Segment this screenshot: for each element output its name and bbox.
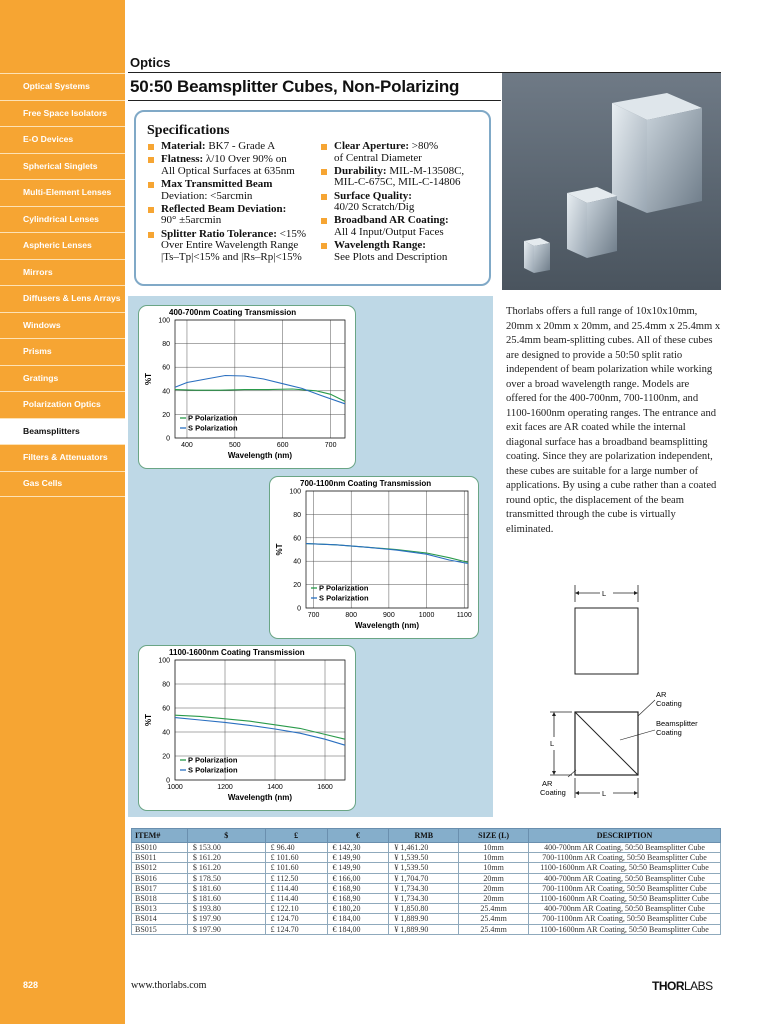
table-cell: € 184,00	[327, 914, 389, 924]
table-cell: 400-700nm AR Coating, 50:50 Beamsplitter Cube	[529, 904, 721, 914]
table-cell: 400-700nm AR Coating, 50:50 Beamsplitter Cube	[529, 873, 721, 883]
table-cell: € 168,90	[327, 893, 389, 903]
y-tick-label: 100	[158, 657, 170, 665]
chart-title: 400-700nm Coating Transmission	[169, 308, 297, 317]
y-tick-label: 20	[162, 753, 170, 761]
chart-1100-1600nm	[138, 645, 356, 811]
y-axis-label: %T	[275, 543, 284, 556]
series-line-s-polarization	[175, 718, 345, 746]
cube-side-view	[540, 690, 698, 798]
product-description: Thorlabs offers a full range of 10x10x10mm, 20mm x 20mm x 20mm, and 25.4mm x 25.4mm x 25.4mm beam-splitting cubes. All of these cubes are designed to provide a 50:50 split ratio independent of beam polarization while working over a broad wavelength range. Models are offered for the 400-700nm, 700-1100nm, and 1100-1600nm operating ranges. The entrance and exit faces are AR coated while the internal diagonal surface has a broadband beamsplitting coating. Since they are polarization independent, these cubes are suitable for a large number of applications. By using a cube rather than a coated round optic, the displacement of the beam transmitted through the cube is virtually eliminated.	[506, 306, 721, 535]
y-tick-label: 0	[297, 605, 301, 613]
y-axis-label: %T	[144, 714, 153, 726]
table-cell: 20mm	[459, 893, 529, 903]
table-cell: 1100-1600nm AR Coating, 50:50 Beamsplitter Cube	[529, 924, 721, 934]
sidebar-item-e-o-devices[interactable]	[0, 126, 125, 153]
sidebar-item-diffusers-lens-arrays[interactable]	[0, 285, 125, 312]
table-body	[132, 843, 721, 935]
table-cell: $ 197.90	[187, 924, 265, 934]
spec-value: Over Entire Wavelength Range	[161, 239, 299, 252]
item-number[interactable]: BS014	[132, 914, 188, 924]
sidebar-item-label: Spherical Singlets	[23, 160, 98, 171]
x-tick-label: 500	[229, 442, 241, 449]
chart-700-1100nm	[269, 476, 479, 639]
table-cell: ¥ 1,734.30	[389, 883, 459, 893]
y-tick-label: 60	[162, 705, 170, 713]
item-number[interactable]: BS018	[132, 893, 188, 903]
sidebar-item-label: E-O Devices	[23, 134, 74, 145]
table-cell: ¥ 1,539.50	[389, 863, 459, 873]
spec-value: BK7 - Grade A	[205, 140, 276, 152]
table-cell: $ 181.60	[187, 883, 265, 893]
table-cell: 25.4mm	[459, 914, 529, 924]
table-cell: £ 112.50	[265, 873, 327, 883]
spec-label: Flatness:	[161, 153, 204, 166]
ar-coating-label-bottom: AR Coating	[540, 779, 566, 797]
chart-title: 1100-1600nm Coating Transmission	[169, 648, 305, 657]
thorlabs-logo: THORLABS	[652, 979, 713, 993]
table-cell: £ 96.40	[265, 843, 327, 853]
spec-value: See Plots and Description	[334, 250, 448, 263]
sidebar-item-prisms[interactable]	[0, 338, 125, 365]
y-tick-label: 20	[162, 411, 170, 419]
table-cell: € 149,90	[327, 853, 389, 863]
ar-coating-label-top: AR Coating	[656, 690, 682, 708]
item-number[interactable]: BS015	[132, 924, 188, 934]
table-cell: $ 193.80	[187, 904, 265, 914]
sidebar-item-free-space-isolators[interactable]	[0, 100, 125, 127]
pricing-table	[131, 828, 721, 935]
y-tick-label: 40	[293, 558, 301, 566]
table-cell: 700-1100nm AR Coating, 50:50 Beamsplitter Cube	[529, 853, 721, 863]
table-cell: ¥ 1,850.80	[389, 904, 459, 914]
sidebar-item-beamsplitters[interactable]	[0, 418, 125, 445]
table-cell: 1100-1600nm AR Coating, 50:50 Beamsplitter Cube	[529, 863, 721, 873]
table-row	[132, 863, 721, 873]
chart-title: 700-1100nm Coating Transmission	[300, 479, 432, 488]
sidebar-item-multi-element-lenses[interactable]	[0, 179, 125, 206]
table-cell: £ 122.10	[265, 904, 327, 914]
spec-label: Reflected Beam Deviation:	[161, 202, 287, 215]
x-tick-label: 1000	[167, 784, 183, 791]
y-tick-label: 80	[162, 681, 170, 689]
sidebar-item-label: Optical Systems	[23, 81, 90, 92]
item-number[interactable]: BS011	[132, 853, 188, 863]
transmission-charts-panel	[128, 296, 493, 817]
y-tick-label: 80	[162, 341, 170, 349]
specifications-box	[134, 110, 491, 286]
table-cell: € 166,00	[327, 873, 389, 883]
face-view	[575, 585, 638, 674]
specs-right-column	[320, 141, 490, 265]
height-label: L	[550, 739, 555, 748]
x-tick-label: 1600	[317, 784, 333, 791]
table-cell: € 184,00	[327, 924, 389, 934]
sidebar-item-label: Polarization Optics	[23, 399, 101, 410]
spec-label: Surface Quality:	[334, 189, 412, 202]
table-row	[132, 924, 721, 934]
table-cell: £ 114.40	[265, 893, 327, 903]
sidebar-item-spherical-singlets[interactable]	[0, 153, 125, 180]
table-cell: 700-1100nm AR Coating, 50:50 Beamsplitter Cube	[529, 914, 721, 924]
sidebar-item-label: Free Space Isolators	[23, 107, 108, 118]
chart-svg	[270, 477, 478, 638]
title-underline	[128, 100, 501, 101]
table-cell: £ 124.70	[265, 914, 327, 924]
table-cell: $ 153.00	[187, 843, 265, 853]
series-line-p-polarization	[306, 544, 468, 563]
spec-label: Max Transmitted Beam	[161, 177, 273, 190]
beamsplitter-cubes-photo	[502, 73, 721, 290]
chart-svg	[139, 306, 355, 468]
table-cell: 10mm	[459, 853, 529, 863]
spec-label: Wavelength Range:	[334, 239, 426, 252]
column-header: SIZE (L)	[459, 829, 529, 843]
x-tick-label: 1000	[418, 612, 435, 619]
spec-value: All 4 Input/Output Faces	[334, 225, 444, 238]
sidebar-item-label: Multi-Element Lenses	[23, 187, 112, 198]
table-row	[132, 883, 721, 893]
table-header-row	[132, 829, 721, 843]
x-tick-label: 400	[181, 442, 193, 449]
table-cell: £ 101.60	[265, 853, 327, 863]
spec-item	[320, 191, 490, 214]
x-tick-label: 1100	[456, 612, 472, 619]
sidebar-item-filters-attenuators[interactable]	[0, 444, 125, 471]
y-tick-label: 100	[289, 488, 301, 496]
item-number[interactable]: BS010	[132, 843, 188, 853]
sidebar-item-label: Mirrors	[23, 266, 53, 277]
spec-item	[147, 229, 327, 264]
table-cell: 1100-1600nm AR Coating, 50:50 Beamsplitter Cube	[529, 893, 721, 903]
table-cell: $ 181.60	[187, 893, 265, 903]
chart-400-700nm	[138, 305, 356, 469]
table-cell: ¥ 1,461.20	[389, 843, 459, 853]
table-row	[132, 893, 721, 903]
sidebar-item-gas-cells[interactable]	[0, 471, 125, 498]
cube-dimension-diagram	[520, 580, 720, 805]
column-header: RMB	[389, 829, 459, 843]
spec-value: Deviation: <5arcmin	[161, 189, 253, 202]
specs-left-column	[147, 141, 327, 265]
spec-item	[320, 166, 490, 189]
spec-item	[320, 141, 490, 164]
column-header: ITEM#	[132, 829, 188, 843]
table-cell: ¥ 1,539.50	[389, 853, 459, 863]
column-header: $	[187, 829, 265, 843]
sidebar-item-mirrors[interactable]	[0, 259, 125, 286]
legend-label: P Polarization	[319, 583, 369, 593]
spec-value: MIL-M-13508C,	[386, 164, 465, 177]
spec-item	[147, 141, 327, 153]
sidebar-item-label: Cylindrical Lenses	[23, 213, 99, 224]
column-header: €	[327, 829, 389, 843]
sidebar-item-aspheric-lenses[interactable]	[0, 232, 125, 259]
table-cell: € 142,30	[327, 843, 389, 853]
table-cell: 25.4mm	[459, 924, 529, 934]
spec-item	[147, 204, 327, 227]
legend-label: S Polarization	[188, 765, 238, 775]
table-cell: $ 178.50	[187, 873, 265, 883]
table-cell: $ 197.90	[187, 914, 265, 924]
spec-label: Clear Aperture:	[334, 140, 410, 152]
column-header: DESCRIPTION	[529, 829, 721, 843]
column-header: £	[265, 829, 327, 843]
table-cell: £ 124.70	[265, 924, 327, 934]
spec-value: |Ts–Tp|<15% and |Rs–Rp|<15%	[161, 250, 302, 263]
page-title: 50:50 Beamsplitter Cubes, Non-Polarizing	[130, 77, 460, 96]
y-axis-label: %T	[144, 373, 153, 385]
spec-item	[320, 215, 490, 238]
table-cell: £ 114.40	[265, 883, 327, 893]
legend-label: S Polarization	[319, 593, 369, 603]
beamsplitter-coating-label: Beamsplitter Coating	[656, 719, 698, 737]
page-number: 828	[23, 980, 39, 990]
spec-value: of Central Diameter	[334, 151, 422, 164]
table-row	[132, 904, 721, 914]
cube-illustration	[502, 73, 721, 290]
sidebar-item-label: Gas Cells	[23, 478, 63, 489]
table-cell: 20mm	[459, 873, 529, 883]
table-row	[132, 914, 721, 924]
spec-value: 40/20 Scratch/Dig	[334, 201, 415, 214]
item-number[interactable]: BS012	[132, 863, 188, 873]
website-link[interactable]: www.thorlabs.com	[131, 980, 207, 991]
legend-label: P Polarization	[188, 413, 238, 423]
chart-svg	[139, 646, 355, 810]
table-cell: ¥ 1,734.30	[389, 893, 459, 903]
legend-label: S Polarization	[188, 423, 238, 433]
spec-label: Durability:	[334, 164, 387, 177]
table-cell: ¥ 1,704.70	[389, 873, 459, 883]
y-tick-label: 60	[162, 364, 170, 372]
table-cell: $ 161.20	[187, 853, 265, 863]
table-cell: € 149,90	[327, 863, 389, 873]
sidebar-item-polarization-optics[interactable]	[0, 391, 125, 418]
table-cell: 10mm	[459, 843, 529, 853]
table-cell: 20mm	[459, 883, 529, 893]
sidebar-item-label: Gratings	[23, 372, 59, 383]
y-tick-label: 0	[166, 435, 170, 443]
sidebar-item-label: Prisms	[23, 346, 52, 357]
table-row	[132, 853, 721, 863]
specifications-heading: Specifications	[147, 123, 230, 138]
y-tick-label: 0	[166, 777, 170, 785]
table-cell: 25.4mm	[459, 904, 529, 914]
item-number[interactable]: BS013	[132, 904, 188, 914]
spec-value: >80%	[409, 140, 439, 152]
table-row	[132, 873, 721, 883]
section-label: Optics	[130, 55, 171, 70]
table-row	[132, 843, 721, 853]
legend-label: P Polarization	[188, 755, 238, 765]
sidebar-item-windows[interactable]	[0, 312, 125, 339]
y-tick-label: 100	[158, 317, 170, 325]
table-cell: ¥ 1,889.90	[389, 914, 459, 924]
x-tick-label: 600	[276, 442, 289, 449]
spec-label: Material:	[161, 140, 206, 152]
sidebar-item-cylindrical-lenses[interactable]	[0, 206, 125, 233]
spec-item	[147, 179, 327, 202]
x-axis-label: Wavelength (nm)	[227, 793, 293, 802]
table-cell: € 168,90	[327, 883, 389, 893]
sidebar-list	[0, 73, 125, 497]
x-tick-label: 900	[383, 612, 395, 619]
y-tick-label: 80	[293, 511, 301, 519]
spec-label: Broadband AR Coating:	[334, 214, 449, 227]
spec-item	[147, 154, 327, 177]
x-axis-label: Wavelength (nm)	[354, 621, 420, 630]
spec-item	[320, 240, 490, 263]
y-tick-label: 40	[162, 388, 170, 396]
spec-value: All Optical Surfaces at 635nm	[161, 164, 295, 177]
category-sidebar	[0, 0, 125, 1024]
table-cell: £ 101.60	[265, 863, 327, 873]
x-tick-label: 1400	[267, 784, 283, 791]
table-cell: 10mm	[459, 863, 529, 873]
table-cell: 400-700nm AR Coating, 50:50 Beamsplitter Cube	[529, 843, 721, 853]
sidebar-item-label: Windows	[23, 319, 61, 330]
x-tick-label: 800	[345, 612, 358, 619]
table-cell: $ 161.20	[187, 863, 265, 873]
spec-value: <15%	[276, 227, 307, 240]
x-tick-label: 700	[324, 442, 337, 449]
sidebar-item-gratings[interactable]	[0, 365, 125, 392]
sidebar-item-optical-systems[interactable]	[0, 73, 125, 100]
width-label: L	[602, 789, 607, 798]
x-tick-label: 1200	[217, 784, 233, 791]
item-number[interactable]: BS017	[132, 883, 188, 893]
x-tick-label: 700	[307, 612, 320, 619]
face-length-label: L	[602, 589, 607, 598]
y-tick-label: 60	[293, 535, 301, 543]
spec-value: λ/10 Over 90% on	[203, 153, 287, 166]
spec-label: Splitter Ratio Tolerance:	[161, 227, 277, 240]
table-cell: 700-1100nm AR Coating, 50:50 Beamsplitter Cube	[529, 883, 721, 893]
sidebar-item-label: Aspheric Lenses	[23, 240, 92, 251]
x-axis-label: Wavelength (nm)	[227, 451, 293, 460]
spec-value: 90° ±5arcmin	[161, 214, 222, 227]
sidebar-item-label: Beamsplitters	[23, 425, 80, 436]
table-cell: € 180,20	[327, 904, 389, 914]
y-tick-label: 20	[293, 582, 301, 590]
y-tick-label: 40	[162, 729, 170, 737]
sidebar-item-label: Diffusers & Lens Arrays	[23, 293, 121, 304]
table-cell: ¥ 1,889.90	[389, 924, 459, 934]
series-line-s-polarization	[306, 544, 468, 564]
sidebar-item-label: Filters & Attenuators	[23, 452, 108, 463]
item-number[interactable]: BS016	[132, 873, 188, 883]
spec-value: MIL-C-675C, MIL-C-14806	[334, 176, 461, 189]
